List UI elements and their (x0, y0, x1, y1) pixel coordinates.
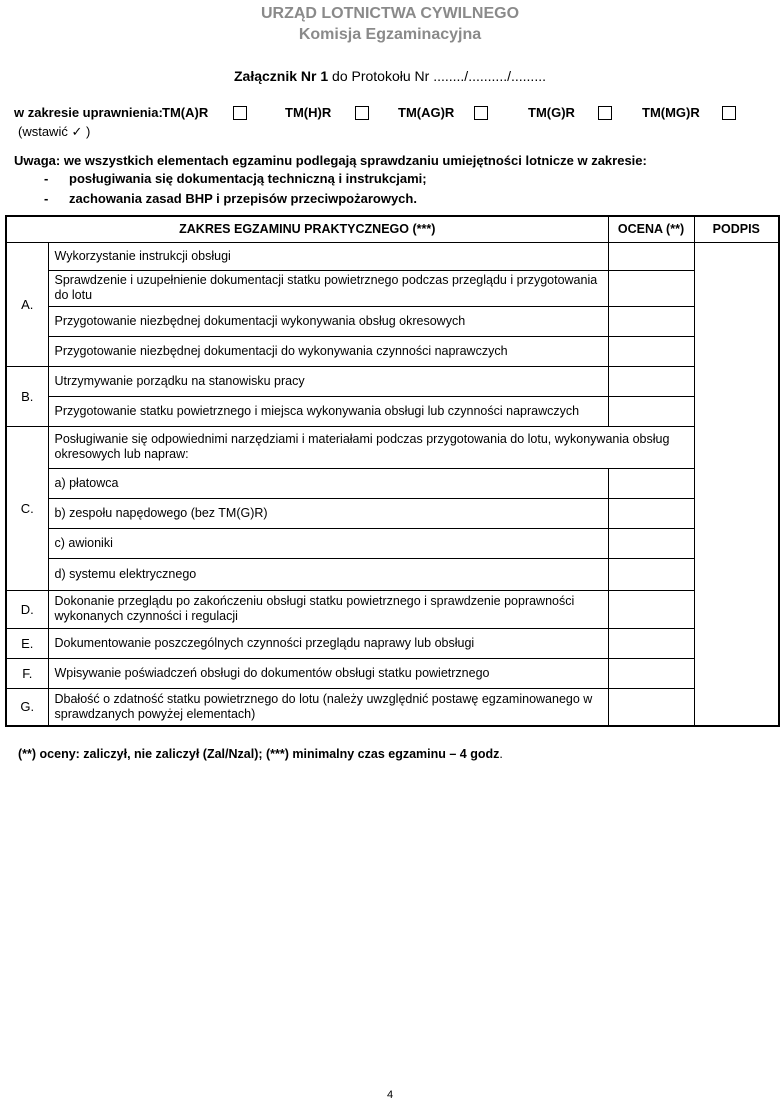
note-item-2: zachowania zasad BHP i przepisów przeciwpożarowych. (69, 191, 417, 206)
option-tmar-checkbox[interactable] (233, 106, 247, 120)
section-letter-a: A. (6, 242, 48, 366)
footnote-text: (**) oceny: zaliczył, nie zaliczył (Zal/Nzal); (***) minimalny czas egzaminu – 4 godz (18, 747, 500, 761)
item-b1: Utrzymywanie porządku na stanowisku pracy (48, 366, 608, 396)
grade-cell-e1[interactable] (608, 628, 694, 658)
item-c3: c) awioniki (48, 528, 608, 558)
insert-hint: (wstawić ✓ ) (18, 124, 91, 139)
option-tmgr-checkbox[interactable] (598, 106, 612, 120)
header-grade: OCENA (**) (608, 216, 694, 242)
option-tmgr-label: TM(G)R (528, 105, 575, 120)
item-e1: Dokumentowanie poszczególnych czynności przeglądu naprawy lub obsługi (48, 628, 608, 658)
item-a4: Przygotowanie niezbędnej dokumentacji do wykonywania czynności naprawczych (48, 336, 608, 366)
grade-cell-c1[interactable] (608, 468, 694, 498)
header-sign: PODPIS (694, 216, 779, 242)
page-number: 4 (386, 1089, 394, 1101)
grade-cell-g1[interactable] (608, 688, 694, 726)
scope-label: w zakresie uprawnienia: (14, 105, 163, 120)
note-lead: Uwaga: we wszystkich elementach egzaminu podlegają sprawdzaniu umiejętności lotnicze w zakresie: (14, 153, 647, 168)
section-letter-d: D. (6, 590, 48, 628)
section-letter-g: G. (6, 688, 48, 726)
grade-cell-b2[interactable] (608, 396, 694, 426)
item-c-intro: Posługiwanie się odpowiednimi narzędziami i materiałami podczas przygotowania do lotu, wykonywania obsług okresowych lub napraw: (48, 426, 694, 468)
header-scope: ZAKRES EGZAMINU PRAKTYCZNEGO (***) (6, 216, 608, 242)
grade-cell-c3[interactable] (608, 528, 694, 558)
option-tmhr-label: TM(H)R (285, 105, 332, 120)
item-a2: Sprawdzenie i uzupełnienie dokumentacji statku powietrznego podczas przeglądu i przygotowania do lotu (48, 270, 608, 306)
grade-cell-a1[interactable] (608, 242, 694, 270)
exam-table (5, 215, 780, 727)
item-c4: d) systemu elektrycznego (48, 558, 608, 590)
option-tmhr-checkbox[interactable] (355, 106, 369, 120)
section-letter-f: F. (6, 658, 48, 688)
grade-cell-f1[interactable] (608, 658, 694, 688)
grade-cell-d1[interactable] (608, 590, 694, 628)
item-f1: Wpisywanie poświadczeń obsługi do dokumentów obsługi statku powietrznego (48, 658, 608, 688)
item-g1: Dbałość o zdatność statku powietrznego do lotu (należy uwzględnić postawę egzaminowanego w sprawdzanych powyżej elementach) (48, 688, 608, 726)
footnote-end: . (499, 747, 503, 761)
option-tmagr-checkbox[interactable] (474, 106, 488, 120)
option-tmagr-label: TM(AG)R (398, 105, 455, 120)
section-letter-e: E. (6, 628, 48, 658)
grade-cell-a3[interactable] (608, 306, 694, 336)
item-a1: Wykorzystanie instrukcji obsługi (48, 242, 608, 270)
header-commission: Komisja Egzaminacyjna (298, 26, 482, 43)
grade-cell-c4[interactable] (608, 558, 694, 590)
item-c1: a) płatowca (48, 468, 608, 498)
note-dash-1: - (44, 171, 49, 186)
annex-title-rest: do Protokołu Nr ......../........../......... (328, 68, 546, 84)
section-letter-b: B. (6, 366, 48, 426)
header-org: URZĄD LOTNICTWA CYWILNEGO (260, 5, 520, 22)
section-letter-c: C. (6, 426, 48, 590)
annex-title (0, 68, 780, 84)
grade-cell-c2[interactable] (608, 498, 694, 528)
item-b2: Przygotowanie statku powietrznego i miejsca wykonywania obsługi lub czynności naprawczych (48, 396, 608, 426)
item-a3: Przygotowanie niezbędnej dokumentacji wykonywania obsług okresowych (48, 306, 608, 336)
item-d1: Dokonanie przeglądu po zakończeniu obsługi statku powietrznego i sprawdzenie poprawności wykonanych czynności i regulacji (48, 590, 608, 628)
option-tmar-label: TM(A)R (162, 105, 209, 120)
annex-title-bold: Załącznik Nr 1 (233, 68, 329, 84)
item-c2: b) zespołu napędowego (bez TM(G)R) (48, 498, 608, 528)
option-tmmgr-label: TM(MG)R (642, 105, 700, 120)
footnote (18, 747, 503, 761)
grade-cell-a2[interactable] (608, 270, 694, 306)
option-tmmgr-checkbox[interactable] (722, 106, 736, 120)
note-item-1: posługiwania się dokumentacją techniczną i instrukcjami; (69, 171, 427, 186)
note-dash-2: - (44, 191, 49, 206)
grade-cell-a4[interactable] (608, 336, 694, 366)
signature-cell[interactable] (694, 242, 779, 726)
grade-cell-b1[interactable] (608, 366, 694, 396)
